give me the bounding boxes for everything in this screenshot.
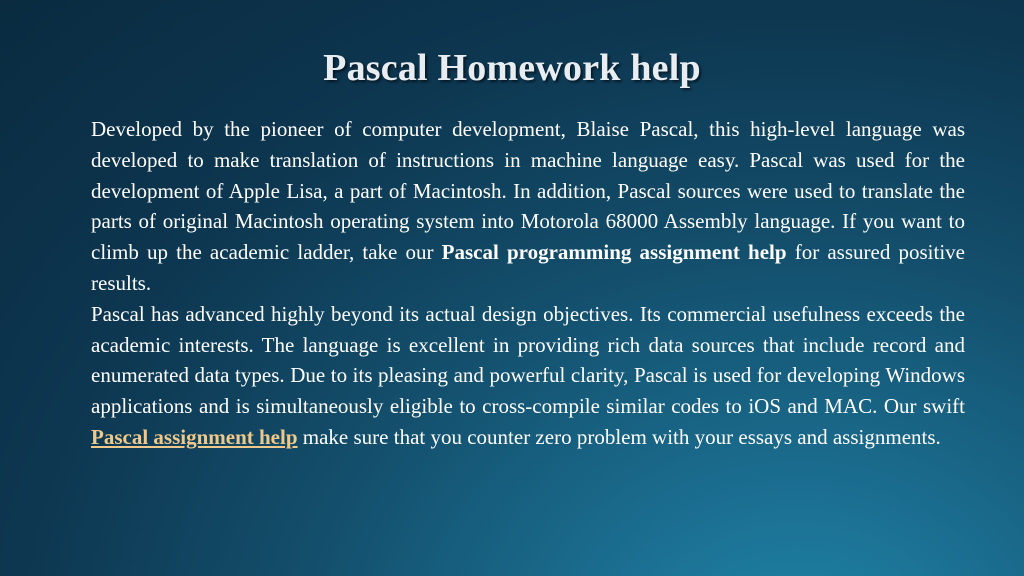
- paragraph-2: [91, 299, 965, 453]
- paragraph-1-text-before: Developed by the pioneer of computer development, Blaise Pascal, this high-level language was developed to make translation of instructions in machine language easy. Pascal was used for the development of Apple Lisa, a part of Macintosh. In addition, Pascal sources were used to translate the parts of original Macintosh operating system into Motorola 68000 Assembly language. If you want to climb up the academic ladder, take our: [91, 117, 965, 265]
- pascal-assignment-help-link[interactable]: Pascal assignment help: [91, 424, 298, 449]
- paragraph-2-text-before: Pascal has advanced highly beyond its actual design objectives. Its commercial usefulness exceeds the academic interests. The language is excellent in providing rich data sources that include record and enumerated data types. Due to its pleasing and powerful clarity, Pascal is used for developing Windows applications and is simultaneously eligible to cross-compile similar codes to iOS and MAC. Our swift: [91, 301, 965, 419]
- paragraph-2-text-after: make sure that you counter zero problem with your essays and assignments.: [297, 424, 941, 449]
- slide-title: Pascal Homework help: [323, 47, 701, 89]
- body-text: [91, 114, 965, 453]
- paragraph-1: [91, 114, 965, 299]
- paragraph-1-text-after: for assured positive results.: [91, 240, 965, 295]
- pascal-programming-assignment-help-highlight: Pascal programming assignment help: [441, 240, 787, 265]
